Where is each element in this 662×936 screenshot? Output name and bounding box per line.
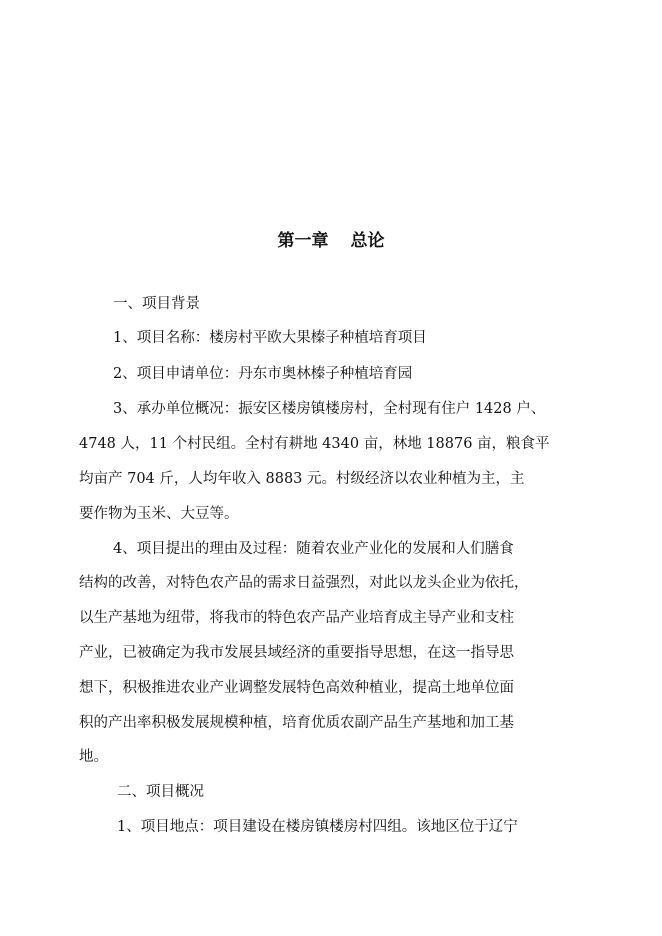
section-heading-overview: 二、项目概况	[117, 784, 204, 800]
paragraph-location: 1、项目地点：项目建设在楼房镇楼房村四组。该地区位于辽宁	[117, 819, 518, 835]
paragraph-applicant: 2、项目申请单位：丹东市奥林榛子种植培育园	[113, 366, 413, 382]
paragraph-reasons-line-7: 地。	[79, 749, 108, 765]
paragraph-reasons-line-2: 结构的改善，对特色农产品的需求日益强烈，对此以龙头企业为依托，	[79, 575, 529, 591]
chapter-number: 第一章	[277, 231, 329, 251]
paragraph-reasons-line-5: 想下，积极推进农业产业调整发展特色高效种植业，提高土地单位面	[79, 680, 514, 696]
paragraph-organizer-line-2: 4748 人，11 个村民组。全村有耕地 4340 亩，林地 18876 亩，粮食平	[79, 436, 550, 452]
paragraph-project-name: 1、项目名称：楼房村平欧大果榛子种植培育项目	[113, 330, 427, 346]
paragraph-reasons-line-3: 以生产基地为纽带，将我市的特色农产品产业培育成主导产业和支柱	[79, 610, 514, 626]
paragraph-organizer-line-1: 3、承办单位概况：振安区楼房镇楼房村，全村现有住户 1428 户、	[113, 401, 546, 417]
paragraph-reasons-line-6: 积的产出率积极发展规模种植，培育优质农副产品生产基地和加工基	[79, 715, 514, 731]
paragraph-organizer-line-3: 均亩产 704 斤，人均年收入 8883 元。村级经济以农业种植为主，主	[79, 471, 525, 487]
paragraph-reasons-line-4: 产业，已被确定为我市发展县域经济的重要指导思想，在这一指导思	[79, 645, 514, 661]
paragraph-reasons-line-1: 4、项目提出的理由及过程：随着农业产业化的发展和人们膳食	[113, 541, 514, 557]
paragraph-organizer-line-4: 要作物为玉米、大豆等。	[79, 506, 239, 522]
chapter-heading	[0, 226, 662, 251]
chapter-name: 总论	[350, 231, 385, 251]
section-heading-background: 一、项目背景	[113, 296, 200, 312]
